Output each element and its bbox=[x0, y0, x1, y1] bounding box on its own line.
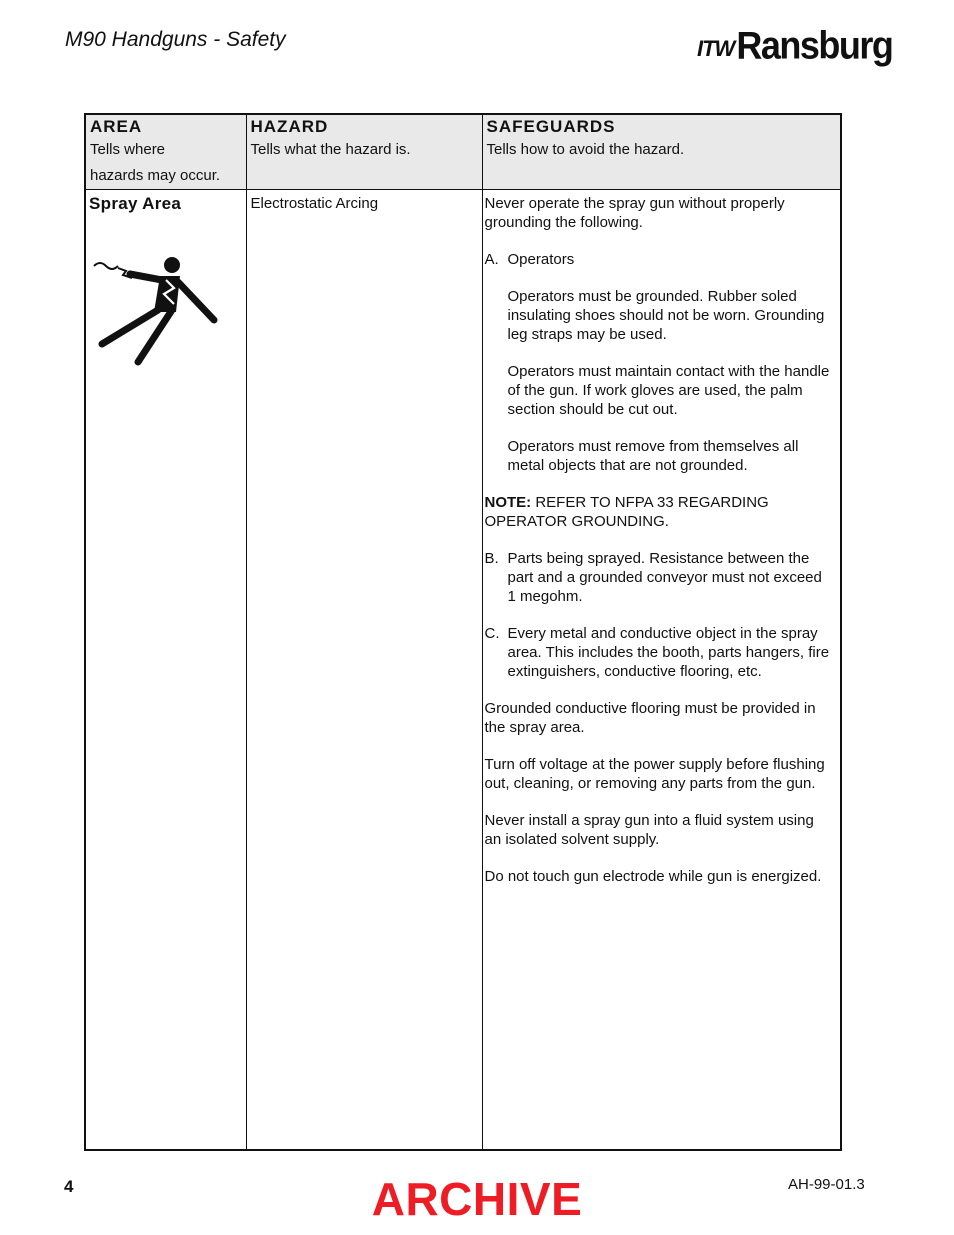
item-c-text: Every metal and conductive object in the spray area. This includes the booth, parts hangers, fire extinguishers, conductive flooring, etc. bbox=[507, 625, 830, 680]
item-b-letter: B. bbox=[484, 550, 499, 567]
page-number: 4 bbox=[64, 1177, 74, 1196]
logo-name: Ransburg bbox=[736, 22, 893, 67]
safeguard-operators-metal: Operators must remove from themselves all metal objects that are not grounded. bbox=[507, 438, 799, 474]
safeguard-flooring: Grounded conductive flooring must be provided in the spray area. bbox=[484, 700, 816, 736]
safeguards-cell bbox=[482, 190, 841, 1151]
safeguard-operators-grounded: Operators must be grounded. Rubber soled insulating shoes should not be worn. Grounding leg straps may be used. bbox=[507, 288, 825, 343]
table-header-row bbox=[85, 114, 841, 190]
hazard-header-title: HAZARD bbox=[250, 117, 329, 136]
safeguard-isolated-solvent: Never install a spray gun into a fluid system using an isolated solvent supply. bbox=[484, 812, 814, 848]
area-header-desc-line1: Tells where bbox=[90, 141, 166, 158]
hazard-header-desc: Tells what the hazard is. bbox=[250, 141, 411, 158]
safeguards-header-desc: Tells how to avoid the hazard. bbox=[486, 141, 685, 158]
document-code: AH-99-01.3 bbox=[788, 1176, 865, 1193]
hazard-cell bbox=[246, 190, 482, 1151]
safeguards-column-header bbox=[482, 114, 841, 190]
item-b-text: Parts being sprayed. Resistance between the part and a grounded conveyor must not exceed 1 megohm. bbox=[507, 550, 822, 605]
table-row bbox=[85, 190, 841, 1151]
area-header-desc-line2: hazards may occur. bbox=[90, 167, 221, 184]
safeguard-item-c bbox=[485, 624, 835, 681]
area-column-header bbox=[85, 114, 246, 190]
hazard-column-header bbox=[246, 114, 482, 190]
safeguard-voltage-off: Turn off voltage at the power supply before flushing out, cleaning, or removing any parts from the gun. bbox=[484, 756, 825, 792]
safeguard-operators-contact: Operators must maintain contact with the handle of the gun. If work gloves are used, the palm section should be cut out. bbox=[507, 363, 830, 418]
hazard-name: Electrostatic Arcing bbox=[250, 195, 379, 212]
archive-watermark: ARCHIVE bbox=[371, 1173, 583, 1225]
logo-prefix: ITW bbox=[697, 36, 735, 61]
note-text: REFER TO NFPA 33 REGARDING OPERATOR GROUNDING. bbox=[484, 494, 769, 530]
item-c-letter: C. bbox=[484, 625, 500, 642]
safeguard-item-b bbox=[485, 549, 835, 606]
safety-table bbox=[84, 113, 842, 1151]
area-cell bbox=[85, 190, 246, 1151]
page-header-title: M90 Handguns - Safety bbox=[65, 28, 286, 51]
safeguards-header-title: SAFEGUARDS bbox=[486, 117, 616, 136]
item-a-letter: A. bbox=[484, 251, 499, 268]
safeguard-note bbox=[485, 493, 835, 531]
safeguard-grounding-intro: Never operate the spray gun without properly grounding the following. bbox=[484, 195, 785, 231]
electric-shock-icon bbox=[92, 254, 220, 366]
safeguard-electrode: Do not touch gun electrode while gun is energized. bbox=[484, 868, 822, 885]
area-header-title: AREA bbox=[90, 117, 143, 136]
item-a-label: Operators bbox=[507, 251, 575, 268]
company-logo bbox=[697, 22, 892, 68]
safeguard-item-a bbox=[485, 250, 835, 269]
note-label: NOTE: bbox=[484, 494, 532, 511]
area-name: Spray Area bbox=[89, 194, 182, 213]
